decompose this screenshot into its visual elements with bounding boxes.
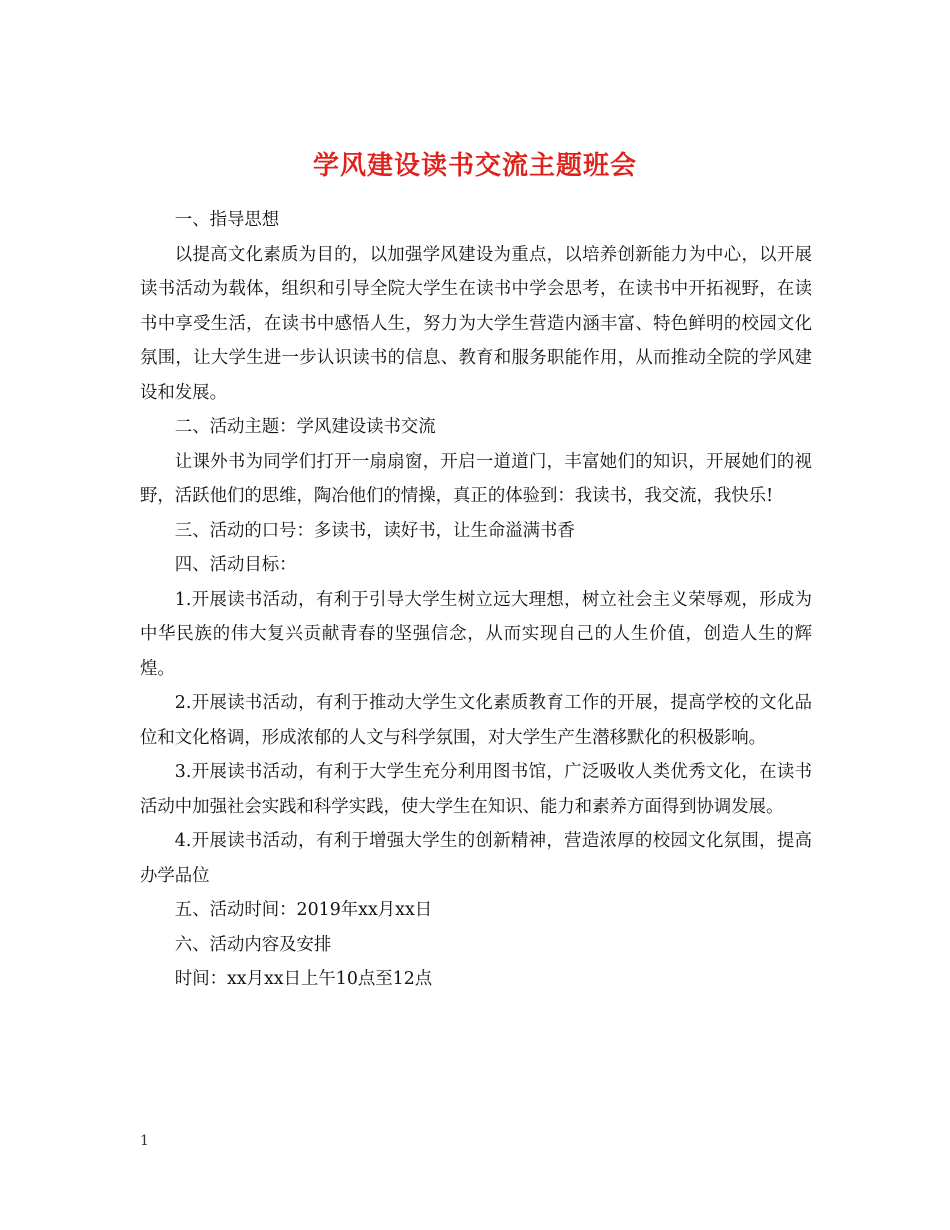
paragraph-activity-theme: 让课外书为同学们打开一扇扇窗，开启一道道门，丰富她们的知识，开展她们的视野，活跃他们的思维，陶冶他们的情操，真正的体验到：我读书，我交流，我快乐! xyxy=(140,451,812,506)
goal-item-4: 4.开展读书活动，有利于增强大学生的创新精神，营造浓厚的校园文化氛围，提高办学品位 xyxy=(140,831,812,886)
section-heading-activity-time: 五、活动时间：2019年xx月xx日 xyxy=(174,900,433,920)
goal-item-1: 1.开展读书活动，有利于引导大学生树立远大理想，树立社会主义荣辱观，形成为中华民族的伟大复兴贡献青春的坚强信念，从而实现自己的人生价值，创造人生的辉煌。 xyxy=(140,589,812,679)
paragraph-guiding-ideology: 以提高文化素质为目的，以加强学风建设为重点，以培养创新能力为中心，以开展读书活动为载体，组织和引导全院大学生在读书中学会思考，在读书中开拓视野，在读书中享受生活，在读书中感悟人生，努力为大学生营造内涵丰富、特色鲜明的校园文化氛围，让大学生进一步认识读书的信息、教育和服务职能作用，从而推动全院的学风建设和发展。 xyxy=(140,244,812,403)
page-number: 1 xyxy=(140,1133,149,1149)
document-body xyxy=(140,203,812,997)
goal-item-2: 2.开展读书活动，有利于推动大学生文化素质教育工作的开展，提高学校的文化品位和文化格调，形成浓郁的人文与科学氛围，对大学生产生潜移默化的积极影响。 xyxy=(140,693,812,748)
section-heading-goals: 四、活动目标： xyxy=(174,555,297,575)
document-title: 学风建设读书交流主题班会 xyxy=(312,151,637,182)
section-heading-activity-content: 六、活动内容及安排 xyxy=(174,934,332,955)
section-heading-guiding-ideology: 一、指导思想 xyxy=(174,210,280,230)
section-heading-slogan: 三、活动的口号：多读书，读好书，让生命溢满书香 xyxy=(174,520,575,541)
goal-item-3: 3.开展读书活动，有利于大学生充分利用图书馆，广泛吸收人类优秀文化，在读书活动中加强社会实践和科学实践，使大学生在知识、能力和素养方面得到协调发展。 xyxy=(140,762,812,817)
section-heading-activity-theme: 二、活动主题：学风建设读书交流 xyxy=(174,417,436,437)
activity-time-detail: 时间：xx月xx日上午10点至12点 xyxy=(174,969,433,989)
